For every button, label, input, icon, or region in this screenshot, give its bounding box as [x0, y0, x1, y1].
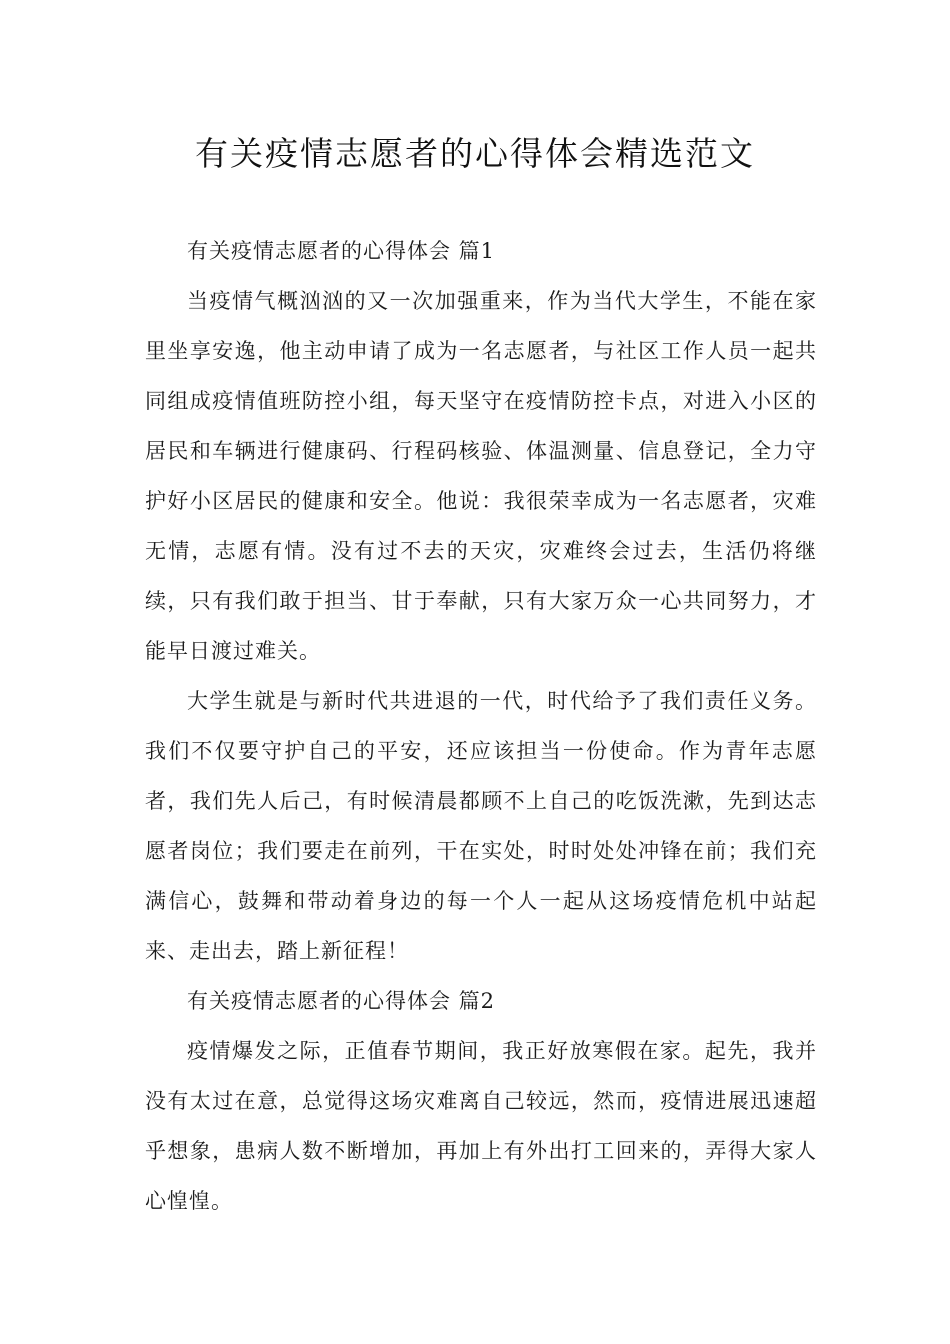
paragraph-1: 当疫情气概汹汹的又一次加强重来，作为当代大学生，不能在家里坐享安逸，他主动申请了成为一名志愿者，与社区工作人员一起共同组成疫情值班防控小组，每天坚守在疫情防控卡点，对进入小区的居民和车辆进行健康码、行程码核验、体温测量、信息登记，全力守护好小区居民的健康和安全。他说：我很荣幸成为一名志愿者，灾难无情，志愿有情。没有过不去的天灾，灾难终会过去，生活仍将继续，只有我们敢于担当、甘于奉献，只有大家万众一心共同努力，才能早日渡过难关。 [145, 289, 817, 663]
document-body [145, 226, 817, 1226]
paragraph-2: 大学生就是与新时代共进退的一代，时代给予了我们责任义务。我们不仅要守护自己的平安，还应该担当一份使命。作为青年志愿者，我们先人后己，有时候清晨都顾不上自己的吃饭洗漱，先到达志愿者岗位；我们要走在前列，干在实处，时时处处冲锋在前；我们充满信心，鼓舞和带动着身边的每一个人一起从这场疫情危机中站起来、走出去，踏上新征程！ [145, 689, 817, 963]
section-heading-1: 有关疫情志愿者的心得体会 篇1 [187, 239, 496, 263]
paragraph-3: 疫情爆发之际，正值春节期间，我正好放寒假在家。起先，我并没有太过在意，总觉得这场灾难离自己较远，然而，疫情进展迅速超乎想象，患病人数不断增加，再加上有外出打工回来的，弄得大家人心惶惶。 [145, 1039, 817, 1213]
section-heading-2: 有关疫情志愿者的心得体会 篇2 [187, 989, 496, 1013]
document-title: 有关疫情志愿者的心得体会精选范文 [195, 134, 755, 173]
